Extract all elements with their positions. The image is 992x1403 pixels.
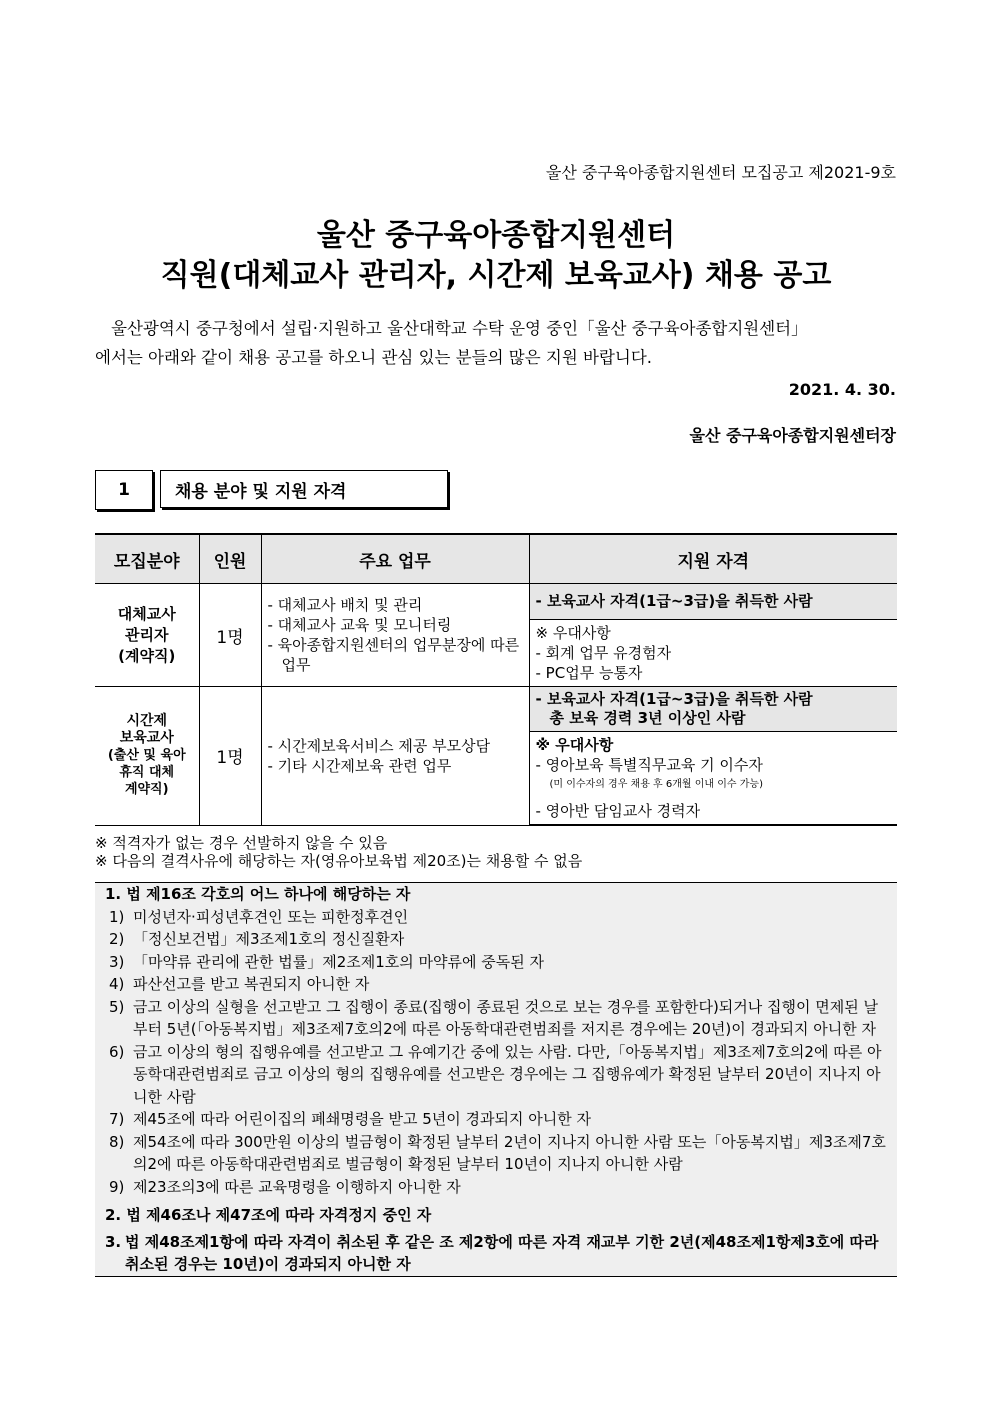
section-number-box: 1 [95,470,153,510]
list-item [105,1108,887,1131]
list-item [105,928,887,951]
item-number: 3) [109,952,125,971]
preference-item: - 영아반 담임교사 경력자 [535,802,701,820]
item-text: 금고 이상의 실형을 선고받고 그 집행이 종료(집행이 종료된 것으로 보는 경우를 포함한다)되거나 집행이 면제된 날부터 5년(「아동복지법」제3조제7호의2에 따른 아동학대관련범죄를 저지른 경우에는 20년)이 경과되지 아니한 자 [133,997,879,1038]
field-line: 보육교사 [119,730,174,747]
item-number: 9) [109,1177,125,1196]
header-qualifications: 지원 자격 [529,534,897,584]
field-line: 관리자 [125,625,169,644]
section-title-box: 채용 분야 및 지원 자격 [160,470,448,508]
table-header-row [95,534,897,584]
duty-item: 업무 [281,656,311,674]
list-item [105,906,887,929]
item-text: 제45조에 따라 어린이집의 폐쇄명령을 받고 5년이 경과되지 아니한 자 [133,1110,592,1128]
list-item [105,996,887,1041]
duty-item: - 육아종합지원센터의 업무분장에 따른 [267,636,520,654]
intro-line1: 울산광역시 중구청에서 설립·지원하고 울산대학교 수탁 운영 중인「울산 중구육아종합지원센터」 [111,319,808,338]
organization-head: 울산 중구육아종합지원센터장 [689,426,896,445]
header-count: 인원 [199,534,261,584]
qualification-pref-cell [529,732,897,826]
item-text: 미성년자·피성년후견인 또는 피한정후견인 [133,907,409,926]
header-field: 모집분야 [95,534,199,584]
notice-number: 울산 중구육아종합지원센터 모집공고 제2021-9호 [545,163,896,182]
preference-item: - PC업무 능통자 [535,664,643,682]
field-line: 계약직) [124,782,169,798]
note-line: ※ 적격자가 없는 경우 선발하지 않을 수 있음 [95,834,388,852]
field-cell [95,687,199,826]
field-line: (계약직) [118,646,176,665]
qualification-item: - 보육교사 자격(1급~3급)을 취득한 사람 [535,690,813,708]
qualification-pref-cell [529,620,897,687]
count-cell: 1명 [199,687,261,826]
item-text: 법 제48조제1항에 따라 자격이 취소된 후 같은 조 제2항에 따른 자격 재교부 기한 2년(제48조제1항제3호에 따라 취소된 경우는 10년)이 경과되지 아니한 자 [125,1232,879,1273]
table-row [95,687,897,732]
intro-line2: 에서는 아래와 같이 채용 공고를 하오니 관심 있는 분들의 많은 지원 바랍니다. [95,348,653,367]
list-item [105,1041,887,1109]
duty-item: - 기타 시간제보육 관련 업무 [267,756,452,775]
duty-item: - 시간제보육서비스 제공 부모상담 [267,736,491,755]
item-text: 「마약류 관리에 관한 법률」제2조제1호의 마약류에 중독된 자 [133,952,544,971]
field-line: (출산 및 육아 [107,748,186,764]
list-item [105,951,887,974]
disqualification-heading-1: 1. 법 제16조 각호의 어느 하나에 해당하는 자 [105,885,411,903]
item-number: 3. [105,1232,122,1251]
duty-item: - 대체교사 배치 및 관리 [267,596,423,614]
count-cell: 1명 [199,584,261,687]
preference-heading: ※ 우대사항 [535,624,611,642]
intro-paragraph [95,314,895,372]
list-item [105,1131,887,1176]
preference-item: - 회계 업무 유경험자 [535,644,672,662]
page-title-line1: 울산 중구육아종합지원센터 [316,218,676,253]
list-item [105,973,887,996]
disqualification-heading-2: 2. 법 제46조나 제47조에 따라 자격정지 중인 자 [105,1206,432,1224]
disqualification-heading-3 [105,1231,887,1276]
preference-note: (미 이수자의 경우 채용 후 6개월 이내 이수 가능) [549,779,763,790]
duty-item: - 대체교사 교육 및 모니터링 [267,616,452,634]
note-line: ※ 다음의 결격사유에 해당하는 자(영유아보육법 제20조)는 채용할 수 없음 [95,852,583,870]
duties-cell [261,584,529,687]
notice-date: 2021. 4. 30. [788,380,896,399]
item-text: 제23조의3에 따른 교육명령을 이행하지 아니한 자 [133,1177,461,1196]
qualification-item: 총 보육 경력 3년 이상인 사람 [549,709,746,727]
item-number: 1) [109,907,125,926]
item-number: 7) [109,1110,125,1128]
item-number: 5) [109,997,125,1016]
item-number: 6) [109,1042,125,1061]
disqualification-box [95,882,897,1277]
header-duties: 주요 업무 [261,534,529,584]
notes-block [95,834,582,870]
field-cell [95,584,199,687]
qualification-main-cell [529,687,897,732]
duties-cell [261,687,529,826]
field-line: 휴직 대체 [119,765,175,781]
item-number: 8) [109,1132,125,1151]
field-line: 시간제 [126,713,168,730]
qualification-item: - 보육교사 자격(1급~3급)을 취득한 사람 [535,592,813,610]
item-number: 4) [109,975,125,993]
item-text: 제54조에 따라 300만원 이상의 벌금형이 확정된 날부터 2년이 지나지 아니한 사람 또는「아동복지법」제3조제7호의2에 따른 아동학대관련범죄로 벌금형이 확정된 날부터 10년이 지나지 아니한 사람 [133,1132,886,1173]
qualification-main-cell [529,584,897,620]
preference-heading: ※ 우대사항 [535,736,614,754]
item-text: 「정신보건법」제3조제1호의 정신질환자 [133,930,405,948]
item-number: 2) [109,930,125,948]
preference-item: - 영아보육 특별직무교육 기 이수자 [535,756,763,774]
item-text: 파산선고를 받고 복권되지 아니한 자 [133,975,370,993]
recruitment-table [95,533,897,826]
item-text: 금고 이상의 형의 집행유예를 선고받고 그 유예기간 중에 있는 사람. 다만,「아동복지법」제3조제7호의2에 따른 아동학대관련범죄로 금고 이상의 형의 집행유예를 선고받은 경우에는 그 집행유예가 확정된 날부터 20년이 지나지 아니한 사람 [133,1042,882,1106]
field-line: 대체교사 [117,604,176,623]
page-title-line2: 직원(대체교사 관리자, 시간제 보육교사) 채용 공고 [160,258,832,293]
table-row [95,584,897,620]
list-item [105,1176,887,1199]
